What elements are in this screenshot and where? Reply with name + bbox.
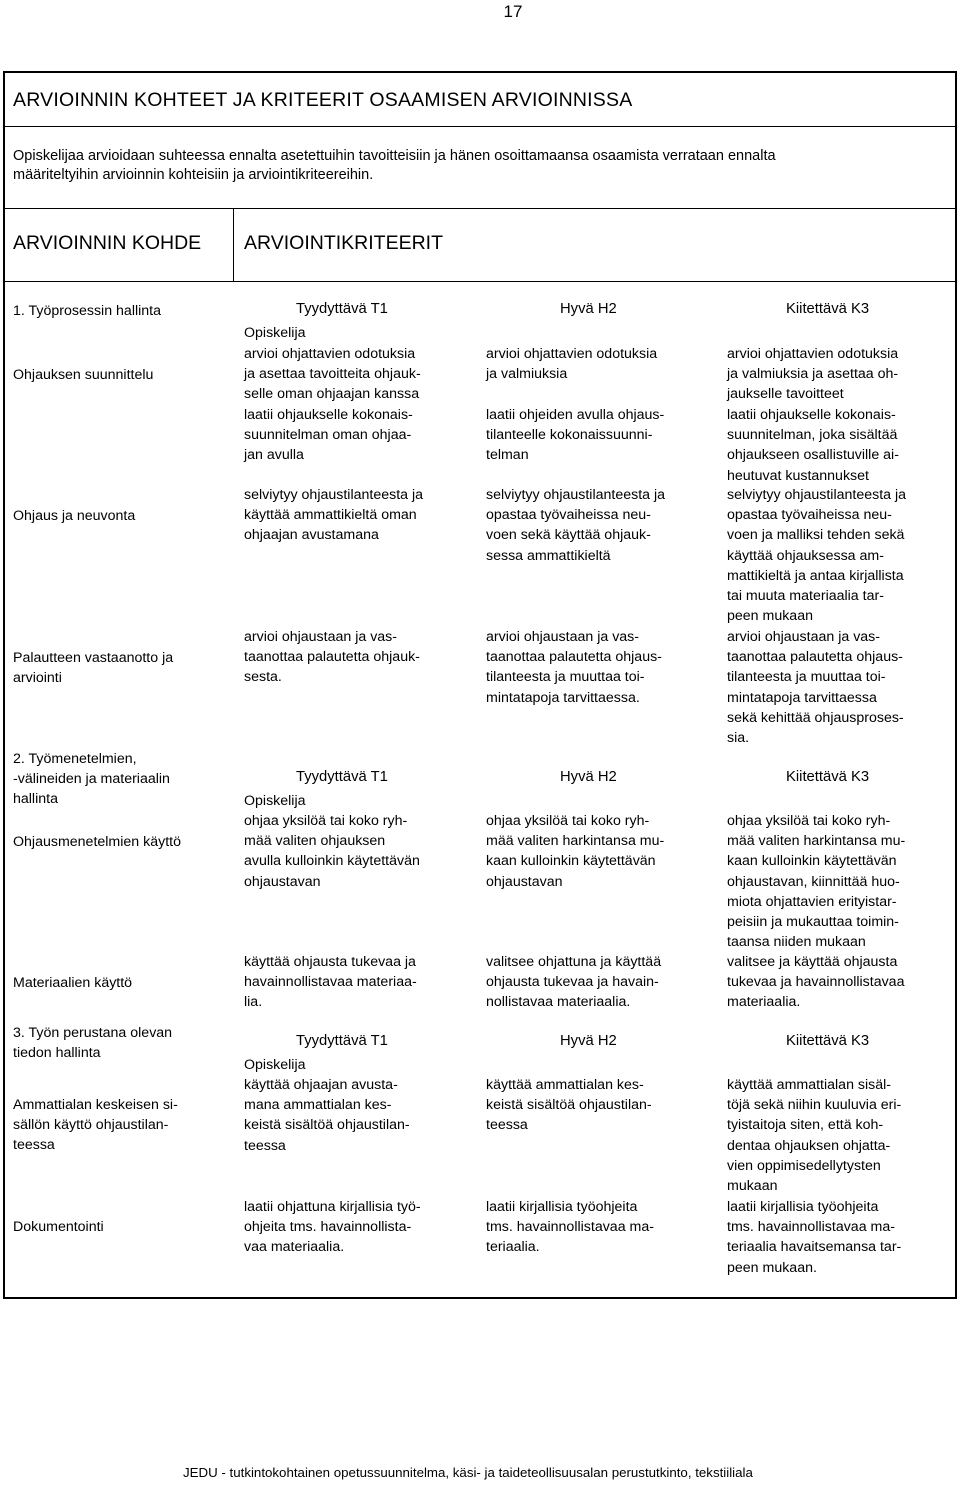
criteria-h2: ohjaa yksilöä tai koko ryh- mää valiten harkintansa mu- kaan kulloinkin käytettävän ohjaustavan (486, 813, 665, 890)
subject-label: Opiskelija (244, 325, 306, 341)
page-number: 17 (503, 2, 523, 21)
intro-paragraph (13, 147, 943, 185)
level-t1: Tyydyttävä T1 (296, 769, 388, 785)
target-label: Materiaalien käyttö (13, 975, 133, 991)
column-heading-target: ARVIOINNIN KOHDE (13, 232, 202, 254)
level-k3: Kiitettävä K3 (786, 769, 870, 785)
criteria-t1: käyttää ohjausta tukevaa ja havainnollistavaa materiaa- lia. (244, 954, 417, 1011)
target-label: Palautteen vastaanotto ja arviointi (13, 650, 174, 686)
divider (4, 208, 956, 209)
criteria-t1: arvioi ohjattavien odotuksia ja asettaa tavoitteita ohjauk- selle oman ohjaajan kanssa (244, 346, 421, 403)
level-h2: Hyvä H2 (560, 1033, 617, 1049)
level-h2: Hyvä H2 (560, 769, 617, 785)
target-label: Ohjaus ja neuvonta (13, 508, 136, 524)
intro-line: määriteltyihin arvioinnin kohteisiin ja arviointikriteereihin. (13, 167, 374, 183)
divider (4, 281, 956, 282)
criteria-k3: arvioi ohjattavien odotuksia ja valmiuksia ja asettaa oh- jaukselle tavoitteet (727, 346, 899, 403)
level-t1: Tyydyttävä T1 (296, 301, 388, 317)
divider (4, 126, 956, 127)
target-label: Ohjausmenetelmien käyttö (13, 834, 181, 850)
criteria-k3: selviytyy ohjaustilanteesta ja opastaa työvaiheissa neu- voen ja malliksi tehden sekä käyttää ohjauksessa am- mattikieltä ja antaa kirjallista tai muuta materiaalia tar- peen mukaan (727, 487, 907, 625)
level-h2: Hyvä H2 (560, 301, 617, 317)
criteria-h2: laatii ohjeiden avulla ohjaus- tilanteelle kokonaissuunni- telman (486, 407, 665, 464)
section-heading: 2. Työmenetelmien, -välineiden ja materiaalin hallinta (13, 751, 170, 807)
section-heading: 1. Työprosessin hallinta (13, 303, 162, 319)
level-t1: Tyydyttävä T1 (296, 1033, 388, 1049)
criteria-t1: laatii ohjattuna kirjallisia työ- ohjeita tms. havainnollista- vaa materiaalia. (244, 1199, 421, 1256)
criteria-t1: laatii ohjaukselle kokonais- suunnitelman oman ohjaa- jan avulla (244, 407, 413, 464)
criteria-k3: ohjaa yksilöä tai koko ryh- mää valiten harkintansa mu- kaan kulloinkin käytettävän ohjaustavan, kiinnittää huo- miota ohjattavien erityistar- peisiin ja mukauttaa toimin- taansa niiden mukaan (727, 813, 906, 951)
criteria-t1: käyttää ohjaajan avusta- mana ammattialan kes- keistä sisältöä ohjaustilan- teessa (244, 1077, 410, 1154)
intro-line: Opiskelijaa arvioidaan suhteessa ennalta asetettuihin tavoitteisiin ja hänen osoittamaansa osaamista verrataan ennalta (13, 148, 776, 164)
criteria-k3: laatii kirjallisia työohjeita tms. havainnollistavaa ma- teriaalia havaitsemansa tar- peen mukaan. (727, 1199, 902, 1276)
criteria-t1: arvioi ohjaustaan ja vas- taanottaa palautetta ohjauk- sesta. (244, 629, 420, 686)
target-label: Ammattialan keskeisen si- sällön käyttö ohjaustilan- teessa (13, 1097, 178, 1153)
target-label: Ohjauksen suunnittelu (13, 367, 154, 383)
criteria-h2: käyttää ammattialan kes- keistä sisältöä ohjaustilan- teessa (486, 1077, 652, 1134)
level-k3: Kiitettävä K3 (786, 1033, 870, 1049)
criteria-h2: laatii kirjallisia työohjeita tms. havainnollistavaa ma- teriaalia. (486, 1199, 654, 1256)
subject-label: Opiskelija (244, 793, 306, 809)
criteria-t1: ohjaa yksilöä tai koko ryh- mää valiten ohjauksen avulla kulloinkin käytettävän ohjaustavan (244, 813, 420, 890)
criteria-h2: arvioi ohjattavien odotuksia ja valmiuksia (486, 346, 658, 383)
criteria-k3: laatii ohjaukselle kokonais- suunnitelman, joka sisältää ohjaukseen osallistuville ai- heutuvat kustannukset (727, 407, 899, 484)
subject-label: Opiskelija (244, 1057, 306, 1073)
page-footer: JEDU - tutkintokohtainen opetussuunnitelma, käsi- ja taideteollisuusalan perustutkinto, tekstiiliala (183, 1465, 753, 1480)
criteria-k3: arvioi ohjaustaan ja vas- taanottaa palautetta ohjaus- tilanteesta ja muuttaa toi- mintatapoja tarvittaessa sekä kehittää ohjausproses- sia. (727, 629, 904, 747)
target-label: Dokumentointi (13, 1219, 104, 1235)
criteria-h2: arvioi ohjaustaan ja vas- taanottaa palautetta ohjaus- tilanteesta ja muuttaa toi- mintatapoja tarvittaessa. (486, 629, 662, 706)
level-k3: Kiitettävä K3 (786, 301, 870, 317)
column-heading-criteria: ARVIOINTIKRITEERIT (244, 232, 443, 254)
criteria-h2: selviytyy ohjaustilanteesta ja opastaa työvaiheissa neu- voen sekä käyttää ohjauk- sessa ammattikieltä (486, 487, 666, 564)
divider (233, 208, 234, 281)
criteria-k3: käyttää ammattialan sisäl- töjä sekä niihin kuuluvia eri- tyistaitoja siten, että koh- dentaa ohjauksen ohjatta- vien oppimisedellytysten mukaan (727, 1077, 902, 1195)
section-heading: 3. Työn perustana olevan tiedon hallinta (13, 1025, 173, 1061)
criteria-t1: selviytyy ohjaustilanteesta ja käyttää ammattikieltä oman ohjaajan avustamana (244, 487, 424, 544)
criteria-h2: valitsee ohjattuna ja käyttää ohjausta tukevaa ja havain- nollistavaa materiaalia. (486, 954, 662, 1011)
page-title: ARVIOINNIN KOHTEET JA KRITEERIT OSAAMISEN ARVIOINNISSA (13, 89, 633, 111)
criteria-k3: valitsee ja käyttää ohjausta tukevaa ja havainnollistavaa materiaalia. (727, 954, 905, 1011)
